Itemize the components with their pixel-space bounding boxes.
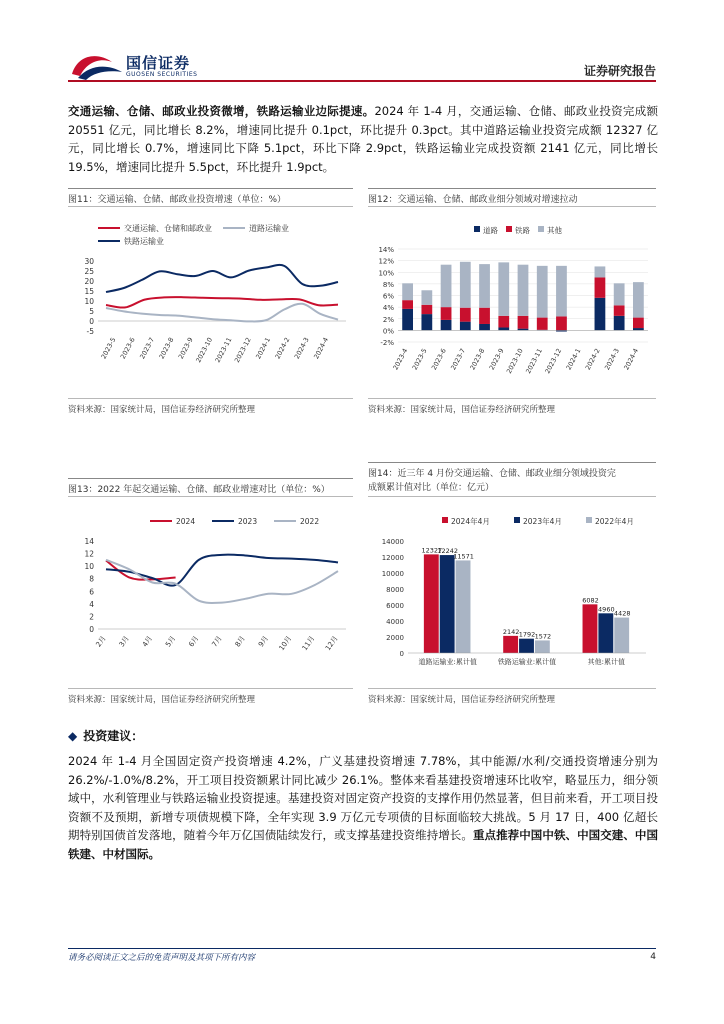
bar-segment <box>556 316 567 330</box>
y-tick-label: 4% <box>382 304 394 313</box>
x-tick-label: 3月 <box>117 634 131 649</box>
legend-swatch <box>506 226 512 232</box>
fig14-title-line2: 成额累计值对比（单位：亿元） <box>368 483 495 493</box>
bar <box>456 560 471 653</box>
bar-segment <box>421 290 432 305</box>
data-label: 11571 <box>453 552 474 561</box>
fig14-title-rule <box>368 496 656 497</box>
y-tick-label: 10 <box>84 562 94 572</box>
bar-segment <box>537 266 548 318</box>
x-tick-label: 2024-1 <box>564 347 583 372</box>
x-tick-label: 2023-7 <box>138 336 157 361</box>
bar-segment <box>460 308 471 322</box>
x-tick-label: 铁路运输业:累计值 <box>497 658 557 666</box>
x-tick-label: 2024-2 <box>583 347 602 372</box>
bar-segment <box>441 320 452 330</box>
x-tick-label: 11月 <box>300 634 317 653</box>
brand-name-cn: 国信证券 <box>126 54 191 72</box>
bar-segment <box>633 328 644 330</box>
y-tick-label: 5 <box>89 307 94 316</box>
series-line <box>106 265 338 292</box>
fig14-title-line1: 图14：近三年 4 月份交通运输、仓储、邮政业细分领域投资完 <box>368 469 616 479</box>
x-tick-label: 2023-6 <box>118 336 137 361</box>
fig13-source: 资料来源：国家统计局，国信证券经济研究所整理 <box>68 695 256 705</box>
legend-swatch <box>442 517 448 523</box>
x-tick-label: 2023-11 <box>524 347 544 375</box>
fig11-source: 资料来源：国家统计局，国信证券经济研究所整理 <box>68 405 256 415</box>
legend-label: 2022年4月 <box>595 517 634 526</box>
x-tick-label: 2023-8 <box>468 347 487 372</box>
bar-segment <box>537 318 548 330</box>
x-tick-label: 6月 <box>187 634 201 649</box>
fig12-chart <box>368 215 656 395</box>
series-line <box>106 304 338 322</box>
advice-bold-tail: 重点推荐中国中铁、中国交建、中国铁建、中材国际。 <box>68 828 659 861</box>
x-tick-label: 2023-5 <box>410 347 429 372</box>
bar <box>440 555 455 653</box>
y-tick-label: 10 <box>84 297 94 306</box>
bar <box>424 554 439 653</box>
bar-segment <box>479 308 490 324</box>
bar-segment <box>614 316 625 331</box>
x-tick-label: 2023-4 <box>391 347 410 372</box>
fig12-top-rule <box>368 188 656 189</box>
data-label: 12242 <box>437 547 459 556</box>
x-tick-label: 2023-6 <box>429 347 448 372</box>
x-tick-label: 2024-4 <box>312 336 331 361</box>
data-label: 1792 <box>518 630 536 639</box>
advice-paragraph <box>68 752 658 863</box>
x-tick-label: 2024-3 <box>292 336 311 361</box>
bar-segment <box>421 305 432 314</box>
intro-text: 2024 年 1-4 月，交通运输、仓储、邮政业投资完成额 20551 亿元，同比增长 8.2%，增速同比提升 0.1pct，环比提升 0.3pct。其中道路运输业投资完成额 12327 亿元，同比增长 0.7%，增速同比下降 5.1pct，环比下降 2.9pct，铁路运输业完成投资额 2141 亿元，同比增长 19.5%，增速同比提升 5.5pct，环比提升 1.9pct。 <box>68 104 659 174</box>
bar-segment <box>518 316 529 329</box>
x-tick-label: 2023-11 <box>213 336 234 364</box>
data-label: 4960 <box>598 605 615 614</box>
y-tick-label: -2% <box>380 339 394 347</box>
y-tick-label: 15 <box>84 287 94 296</box>
bar-segment <box>498 316 509 328</box>
footer-divider <box>68 948 656 949</box>
advice-heading <box>68 727 143 744</box>
x-tick-label: 2月 <box>94 634 108 649</box>
advice-heading-text: 投资建议： <box>83 729 144 743</box>
fig12-bottom-rule <box>368 398 656 399</box>
fig11-bottom-rule <box>68 398 353 399</box>
y-tick-label: 4 <box>89 599 94 609</box>
y-tick-label: 4000 <box>386 618 404 626</box>
fig14-chart <box>368 505 656 685</box>
brand-name-en: GUOSEN SECURITIES <box>126 71 198 78</box>
y-tick-label: 0% <box>382 327 394 336</box>
bar <box>598 613 613 653</box>
y-tick-label: 10000 <box>381 570 404 578</box>
bar-segment <box>556 266 567 317</box>
legend-label: 2023 <box>238 517 258 526</box>
fig11-title-rule <box>68 206 353 207</box>
fig13-bottom-rule <box>68 688 353 689</box>
x-tick-label: 2023-12 <box>543 347 564 375</box>
intro-paragraph <box>68 102 658 176</box>
y-tick-label: 2 <box>89 612 94 622</box>
bar-segment <box>441 265 452 307</box>
y-tick-label: 30 <box>84 257 94 266</box>
bar-segment <box>595 298 606 331</box>
legend-label: 2024年4月 <box>451 517 490 526</box>
fig13-title: 图13：2022 年起交通运输、仓储、邮政业增速对比（单位：%） <box>68 485 330 495</box>
y-tick-label: 0 <box>399 650 404 658</box>
bar <box>614 618 629 653</box>
data-label: 12327 <box>421 546 443 555</box>
y-tick-label: 8 <box>89 574 94 584</box>
y-tick-label: 6000 <box>386 602 404 610</box>
fig13-title-rule <box>68 496 353 497</box>
x-tick-label: 2023-12 <box>232 336 253 364</box>
legend-label: 2022 <box>300 517 320 526</box>
legend-label: 铁路 <box>515 226 530 235</box>
fig13-top-rule <box>68 478 353 479</box>
x-tick-label: 10月 <box>277 634 294 653</box>
bar-segment <box>595 266 606 277</box>
bar-segment <box>614 305 625 315</box>
y-tick-label: 10% <box>378 269 394 278</box>
fig12-title-rule <box>368 206 656 207</box>
legend-label: 道路运输业 <box>249 224 289 233</box>
bar-segment <box>460 262 471 308</box>
bar-segment <box>441 307 452 320</box>
bar <box>535 640 550 653</box>
x-tick-label: 道路运输业:累计值 <box>418 658 477 666</box>
x-tick-label: 2023-8 <box>157 336 176 361</box>
report-type: 证券研究报告 <box>583 64 656 78</box>
bar-segment <box>633 282 644 317</box>
legend-label: 道路 <box>483 226 498 235</box>
x-tick-label: 2023-5 <box>99 336 118 361</box>
bar-segment <box>633 318 644 328</box>
bar-segment <box>614 283 625 305</box>
fig11-title: 图11：交通运输、仓储、邮政业投资增速（单位：%） <box>68 195 287 205</box>
bar-segment <box>460 322 471 331</box>
y-tick-label: 2% <box>382 315 394 324</box>
y-tick-label: 0 <box>89 317 94 326</box>
legend-swatch <box>514 517 520 523</box>
y-tick-label: 12000 <box>381 554 404 562</box>
legend-label: 其他 <box>547 226 562 235</box>
x-tick-label: 9月 <box>256 634 271 649</box>
y-tick-label: 12 <box>84 549 94 559</box>
bar <box>503 636 518 653</box>
bar-segment <box>479 324 490 330</box>
legend-label: 铁路运输业 <box>124 237 164 246</box>
x-tick-label: 2023-7 <box>449 347 468 372</box>
x-tick-label: 2023-9 <box>176 336 195 361</box>
y-tick-label: 20 <box>84 277 94 286</box>
fig14-source: 资料来源：国家统计局，国信证券经济研究所整理 <box>368 695 556 705</box>
y-tick-label: 14 <box>84 537 94 546</box>
x-tick-label: 2024-2 <box>273 336 292 361</box>
page-number: 4 <box>650 952 656 962</box>
y-tick-label: -5 <box>86 327 94 336</box>
fig12-title: 图12：交通运输、仓储、邮政业细分领域对增速拉动 <box>368 195 578 205</box>
fig13-chart <box>68 505 353 685</box>
data-label: 2142 <box>502 627 520 636</box>
bar-segment <box>498 262 509 315</box>
legend-label: 交通运输、仓储和邮政业 <box>124 224 212 233</box>
series-line <box>106 560 338 603</box>
legend-swatch <box>474 226 480 232</box>
legend-swatch <box>586 517 592 523</box>
data-label: 1572 <box>534 632 552 641</box>
bar-segment <box>402 283 413 300</box>
fig12-source: 资料来源：国家统计局，国信证券经济研究所整理 <box>368 405 556 415</box>
fig11-chart <box>68 215 353 395</box>
x-tick-label: 12月 <box>323 634 340 653</box>
legend-label: 2023年4月 <box>523 517 562 526</box>
bar-segment <box>498 327 509 330</box>
x-tick-label: 2023-9 <box>487 347 506 372</box>
bar-segment <box>595 277 606 297</box>
series-line <box>106 297 338 307</box>
intro-bold: 交通运输、仓储、邮政业投资微增，铁路运输业边际提速。 <box>68 104 375 118</box>
header-divider <box>68 80 656 82</box>
x-tick-label: 5月 <box>164 634 178 649</box>
legend-label: 2024 <box>176 517 196 526</box>
y-tick-label: 12% <box>378 257 394 266</box>
bar-segment <box>402 300 413 309</box>
x-tick-label: 4月 <box>140 634 155 649</box>
y-tick-label: 25 <box>84 267 94 276</box>
footer-disclaimer: 请务必阅读正文之后的免责声明及其项下所有内容 <box>68 953 256 963</box>
fig11-top-rule <box>68 188 353 189</box>
x-tick-label: 2024-3 <box>603 347 621 372</box>
y-tick-label: 6% <box>382 292 394 301</box>
advice-text: 2024 年 1-4 月全国固定资产投资增速 4.2%，广义基建投资增速 7.78%，其中能源/水利/交通投资增速分别为 26.2%/-1.0%/8.2%，开工项目投资额累计同比减少 26.1%。整体来看基建投资增速环比收窄，略显压力，细分领域中，水利管理业与铁路运输业投资提速。基建投资对固定资产投资的支撑作用仍然显著，但目前来看，开工项目投资额不及预期，新增专项债规模下降，全年实现 3.9 万亿元专项债的目标面临较大挑战。5 月 17 日，400 亿超长期特别国债首发落地，随着今年万亿国债陆续发行，或支撑基建投资维持增长。 <box>68 754 658 842</box>
x-tick-label: 2024-1 <box>254 336 273 361</box>
bar <box>583 604 598 653</box>
y-tick-label: 14% <box>378 246 394 254</box>
y-tick-label: 0 <box>89 625 94 634</box>
series-line <box>106 555 338 586</box>
x-tick-label: 2023-10 <box>504 347 525 375</box>
fig14-top-rule <box>368 462 656 463</box>
x-tick-label: 2024-4 <box>622 347 641 372</box>
x-tick-label: 其他:累计值 <box>587 658 626 666</box>
data-label: 6082 <box>582 596 599 605</box>
y-tick-label: 8% <box>382 280 394 289</box>
diamond-bullet-icon: ◆ <box>68 729 78 743</box>
y-tick-label: 14000 <box>381 538 404 546</box>
bar-segment <box>518 265 529 316</box>
x-tick-label: 7月 <box>210 634 224 649</box>
fig14-bottom-rule <box>368 688 656 689</box>
bar-segment <box>421 314 432 330</box>
y-tick-label: 6 <box>89 587 94 597</box>
bar <box>519 639 534 653</box>
data-label: 4428 <box>613 609 631 618</box>
y-tick-label: 2000 <box>386 634 404 642</box>
bar-segment <box>479 264 490 308</box>
bar-segment <box>402 309 413 331</box>
y-tick-label: 8000 <box>386 586 404 594</box>
x-tick-label: 2023-10 <box>194 336 215 364</box>
x-tick-label: 8月 <box>233 634 247 649</box>
legend-swatch <box>538 226 544 232</box>
